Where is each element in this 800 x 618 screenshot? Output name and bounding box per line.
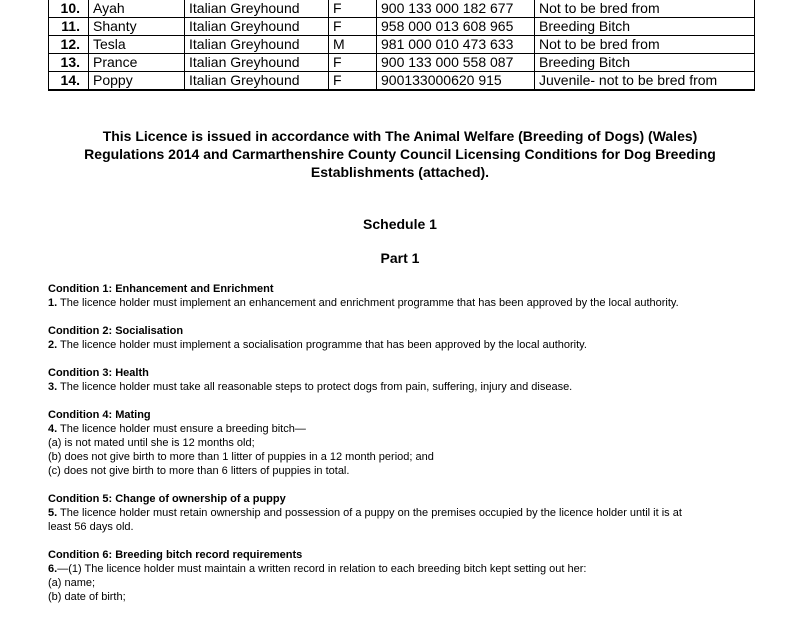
condition-6 [48,548,758,604]
condition-heading: Condition 6: Breeding bitch record requirements [48,549,303,561]
condition-heading: Condition 5: Change of ownership of a puppy [48,493,286,505]
condition-clause: (a) is not mated until she is 12 months old; [48,437,255,449]
condition-heading: Condition 2: Socialisation [48,325,184,337]
condition-body: The licence holder must implement an enhancement and enrichment programme that has been approved by the local authority. [57,297,679,309]
dog-status: Breeding Bitch [535,54,755,72]
condition-text [48,562,758,576]
condition-body: The licence holder must implement a socialisation programme that has been approved by the local authority. [57,339,587,351]
conditions-list [48,282,758,618]
licence-statement [40,127,760,181]
condition-number: 6. [48,563,58,575]
schedule-title: Schedule 1 [363,216,437,232]
table-row [49,0,755,18]
dog-microchip: 900 133 000 182 677 [377,0,535,18]
dog-status: Not to be bred from [535,0,755,18]
dog-register-table [48,0,755,91]
dog-status: Not to be bred from [535,36,755,54]
dog-microchip: 981 000 010 473 633 [377,36,535,54]
dog-breed: Italian Greyhound [185,36,329,54]
condition-heading: Condition 1: Enhancement and Enrichment [48,283,274,295]
condition-clause: (b) does not give birth to more than 1 litter of puppies in a 12 month period; and [48,451,434,463]
dog-name: Tesla [89,36,185,54]
dog-sex: F [329,0,377,18]
dog-sex: F [329,72,377,91]
condition-number: 2. [48,339,58,351]
dog-breed: Italian Greyhound [185,72,329,91]
condition-heading: Condition 4: Mating [48,409,151,421]
condition-clause: (c) does not give birth to more than 6 litters of puppies in total. [48,465,350,477]
condition-number: 1. [48,297,58,309]
condition-2 [48,324,758,352]
condition-text [48,380,758,394]
condition-number: 4. [48,423,58,435]
dog-name: Shanty [89,18,185,36]
condition-number: 3. [48,381,58,393]
licence-statement-line: Establishments (attached). [310,164,490,180]
condition-body: —(1) The licence holder must maintain a written record in relation to each breeding bitch kept setting out her: [57,563,587,575]
dog-microchip: 958 000 013 608 965 [377,18,535,36]
dog-microchip: 900133000620 915 [377,72,535,91]
dog-number: 14. [49,72,89,91]
dog-number: 10. [49,0,89,18]
dog-name: Poppy [89,72,185,91]
condition-4 [48,408,758,478]
schedule-part: Part 1 [380,250,420,266]
dog-status: Breeding Bitch [535,18,755,36]
condition-clause: (a) name; [48,577,96,589]
condition-body: The licence holder must retain ownership and possession of a puppy on the premises occupied by the licence holder until it is at [57,507,682,519]
condition-3 [48,366,758,394]
table-row [49,72,755,91]
dog-microchip: 900 133 000 558 087 [377,54,535,72]
licence-statement-line: Regulations 2014 and Carmarthenshire County Council Licensing Conditions for Dog Breeding [84,146,716,162]
dog-breed: Italian Greyhound [185,0,329,18]
table-row [49,54,755,72]
condition-number: 5. [48,507,58,519]
condition-text [48,506,758,520]
table-row [49,18,755,36]
condition-clause: (b) date of birth; [48,591,126,603]
licence-statement-line: This Licence is issued in accordance with The Animal Welfare (Breeding of Dogs) (Wales) [102,128,698,144]
dog-sex: M [329,36,377,54]
dog-breed: Italian Greyhound [185,54,329,72]
condition-5 [48,492,758,534]
dog-sex: F [329,54,377,72]
dog-sex: F [329,18,377,36]
condition-heading: Condition 3: Health [48,367,149,379]
dog-number: 11. [49,18,89,36]
dog-breed: Italian Greyhound [185,18,329,36]
condition-body-continued: least 56 days old. [48,521,134,533]
condition-body: The licence holder must take all reasonable steps to protect dogs from pain, suffering, injury and disease. [57,381,573,393]
table-row [49,36,755,54]
dog-number: 12. [49,36,89,54]
condition-text [48,422,758,436]
dog-name: Ayah [89,0,185,18]
dog-name: Prance [89,54,185,72]
condition-1 [48,282,758,310]
condition-text [48,296,758,310]
dog-number: 13. [49,54,89,72]
dog-status: Juvenile- not to be bred from [535,72,755,91]
condition-text [48,338,758,352]
condition-body: The licence holder must ensure a breeding bitch— [57,423,306,435]
